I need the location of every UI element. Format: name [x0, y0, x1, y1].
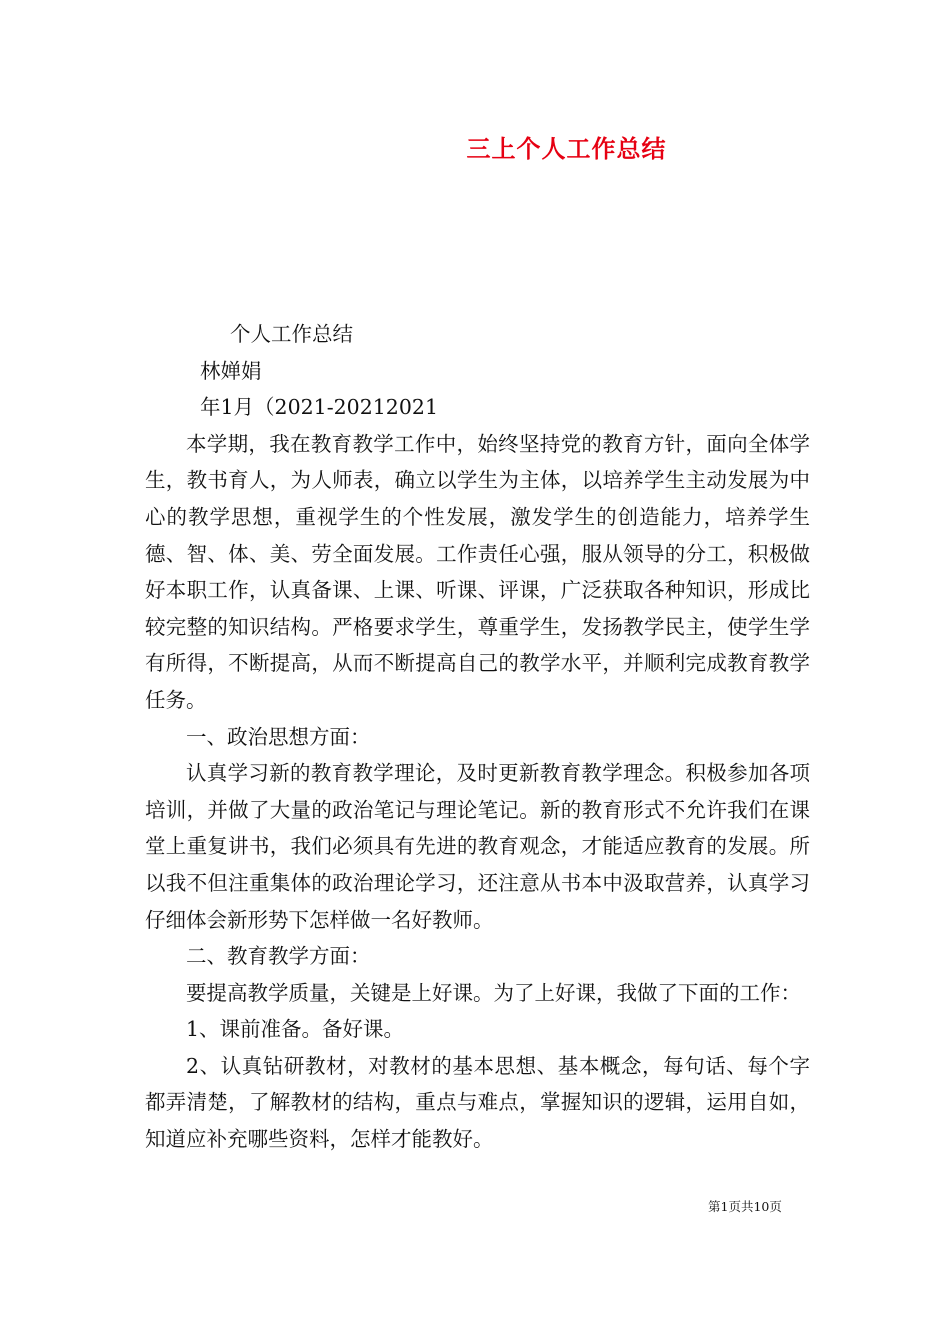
document-title: 三上个人工作总结	[466, 135, 667, 163]
subtitle: 个人工作总结	[230, 322, 353, 346]
page-number: 第1页共10页	[708, 1199, 782, 1214]
author: 林婵娟	[200, 358, 262, 383]
paragraph-politics: 认真学习新的教育教学理论，及时更新教育教学理念。积极参加各项培训，并做了大量的政治笔记与理论笔记。新的教育形式不允许我们在课堂上重复讲书，我们必须具有先进的教育观念，才能适应教育的发展。所以我不但注重集体的政治理论学习，还注意从书本中汲取营养，认真学习仔细体会新形势下怎样做一名好教师。	[145, 761, 810, 932]
document-body	[145, 316, 810, 1158]
list-item-2: 2、认真钻研教材，对教材的基本思想、基本概念，每句话、每个字都弄清楚，了解教材的结构，重点与难点，掌握知识的逻辑，运用自如，知道应补充哪些资料，怎样才能教好。	[145, 1053, 810, 1152]
section-heading-teaching: 二、教育教学方面：	[186, 944, 371, 969]
paragraph-teaching: 要提高教学质量，关键是上好课。为了上好课，我做了下面的工作：	[186, 980, 801, 1005]
date-line: 年1月（2021-20212021	[200, 395, 438, 420]
paragraph-intro: 本学期，我在教育教学工作中，始终坚持党的教育方针，面向全体学生，教书育人，为人师表，确立以学生为主体，以培养学生主动发展为中心的教学思想，重视学生的个性发展，激发学生的创造能力，培养学生德、智、体、美、劳全面发展。工作责任心强，服从领导的分工，积极做好本职工作，认真备课、上课、听课、评课，广泛获取各种知识，形成比较完整的知识结构。严格要求学生，尊重学生，发扬教学民主，使学生学有所得，不断提高，从而不断提高自己的教学水平，并顺利完成教育教学任务。	[145, 431, 810, 712]
section-heading-politics: 一、政治思想方面：	[186, 724, 371, 749]
list-item-1: 1、课前准备。备好课。	[186, 1017, 405, 1042]
